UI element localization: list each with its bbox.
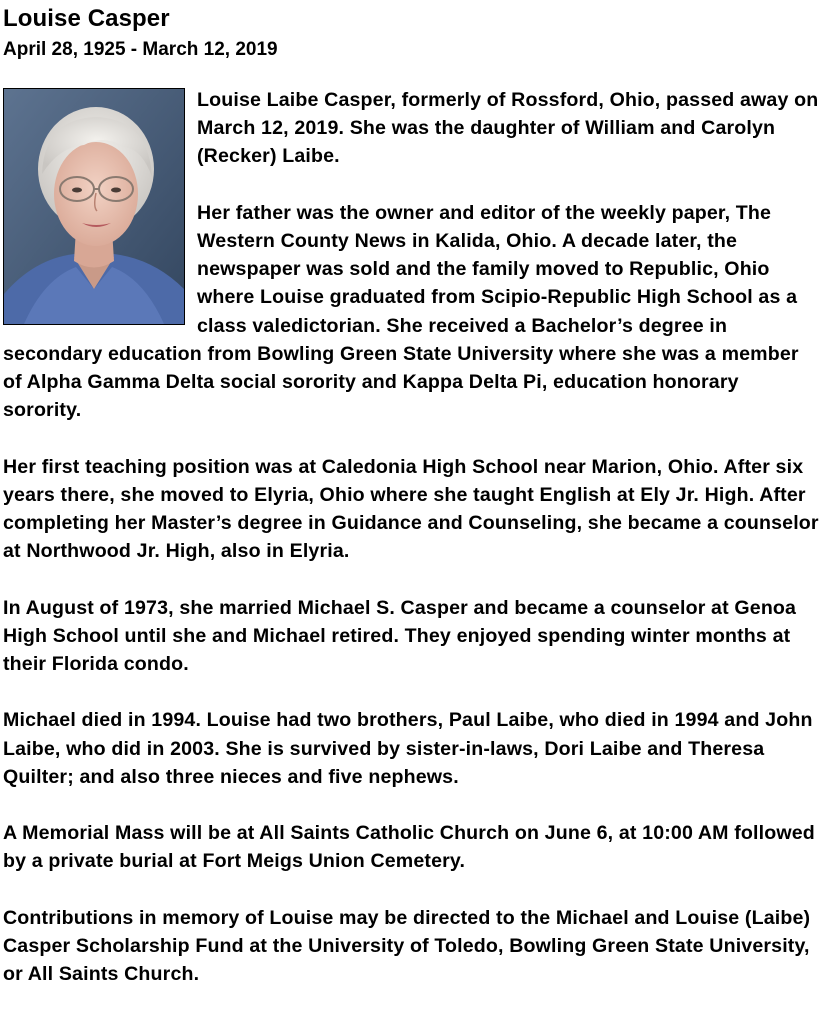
page-title: Louise Casper — [3, 5, 170, 32]
paragraph-service: A Memorial Mass will be at All Saints Catholic Church on June 6, at 10:00 AM followed by a private burial at Fort Meigs Union Cemetery. — [3, 822, 815, 873]
obituary-page — [3, 4, 819, 988]
paragraph-marriage: In August of 1973, she married Michael S. Casper and became a counselor at Genoa High School until she and Michael retired. They enjoyed spending winter months at their Florida condo. — [3, 596, 797, 676]
paragraph-intro: Louise Laibe Casper, formerly of Rossford, Ohio, passed away on March 12, 2019. She was the daughter of William and Carolyn (Recker) Laibe. — [197, 89, 819, 168]
paragraph-contributions: Contributions in memory of Louise may be directed to the Michael and Louise (Laibe) Casper Scholarship Fund at the University of Toledo, Bowling Green State University, or All Saints Church. — [3, 906, 811, 986]
portrait-photo — [3, 88, 185, 325]
paragraph-early-life: Her father was the owner and editor of the weekly paper, The Western County News in Kalida, Ohio. A decade later, the newspaper was sold and the family moved to Republic, Ohio where Louise graduated from Scipio-Republic High School as a class valedictorian. She received a Bachelor’s degree in secondary education from Bowling Green State University where she was a member of Alpha Gamma Delta social sorority and Kappa Delta Pi, education honorary sorority. — [3, 201, 799, 422]
life-dates: April 28, 1925 - March 12, 2019 — [3, 39, 278, 60]
portrait-icon — [4, 89, 184, 324]
paragraph-family: Michael died in 1994. Louise had two brothers, Paul Laibe, who died in 1994 and John Laibe, who did in 2003. She is survived by sister-in-laws, Dori Laibe and Theresa Quilter; and also three nieces and five nephews. — [3, 709, 813, 788]
paragraph-career: Her first teaching position was at Caledonia High School near Marion, Ohio. After six years there, she moved to Elyria, Ohio where she taught English at Ely Jr. High. After completing her Master’s degree in Guidance and Counseling, she became a counselor at Northwood Jr. High, also in Elyria. — [3, 455, 819, 563]
obituary-body — [3, 86, 819, 988]
